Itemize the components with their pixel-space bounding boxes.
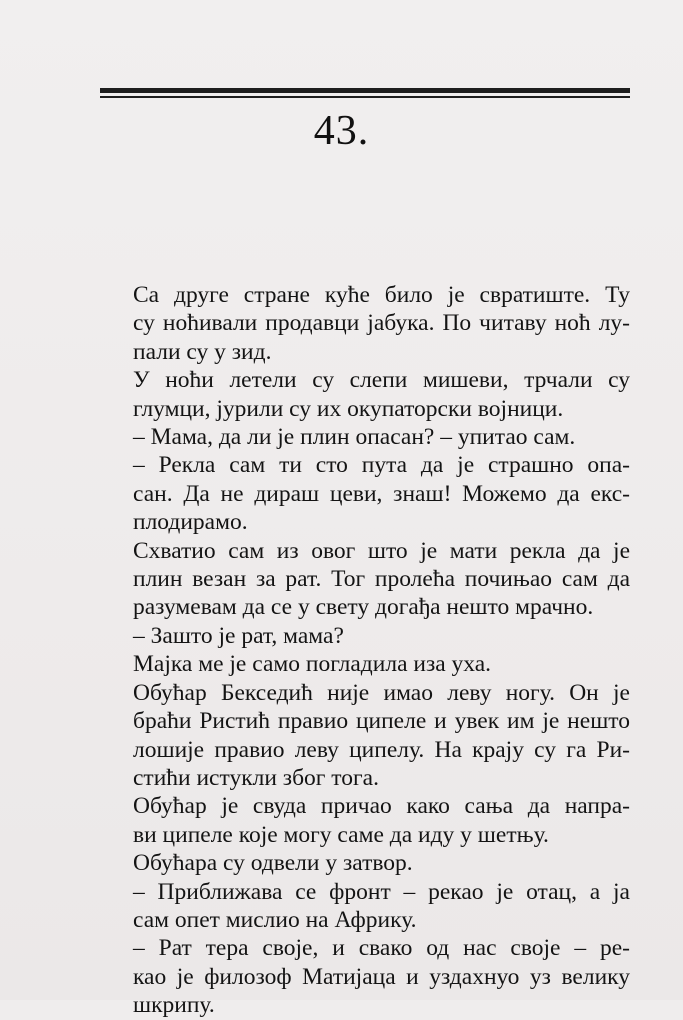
- paragraph: [133, 622, 630, 650]
- text-line: Обућар је свуда причао како сања да напра-: [133, 793, 630, 820]
- text-line: У ноћи летели су слепи мишеви, трчали су: [133, 367, 630, 394]
- paragraph: [133, 679, 630, 793]
- text-line: пали су у зид.: [133, 338, 272, 365]
- paragraph: [133, 934, 630, 1019]
- text-line: сам опет мислио на Африку.: [133, 906, 417, 933]
- paragraph: [133, 792, 630, 849]
- chapter-body: [133, 281, 630, 1020]
- header-rule-thick: [100, 88, 630, 93]
- text-line: Обућар Бекседић није имао леву ногу. Он је: [133, 679, 630, 706]
- paragraph: [133, 281, 630, 366]
- paragraph: [133, 849, 630, 877]
- text-line: плин везан за рат. Тог пролећа почињао сам да: [133, 566, 630, 593]
- text-line: Мајка ме је само погладила иза уха.: [133, 651, 492, 678]
- text-line: сан. Да не дираш цеви, знаш! Можемо да екс-: [133, 480, 630, 507]
- paragraph: [133, 650, 630, 678]
- text-line: као је филозоф Матијаца и уздахнуо уз велику: [133, 963, 630, 990]
- text-line: стићи истукли због тога.: [133, 764, 379, 791]
- paragraph: [133, 878, 630, 935]
- paragraph: [133, 451, 630, 536]
- text-line: Са друге стране куће било је свратиште. Ту: [133, 282, 630, 308]
- chapter-number: 43.: [313, 108, 370, 154]
- text-line: глумци, јурили су их окупаторски војници.: [133, 395, 564, 422]
- text-line: – Рат тера своје, и свако од нас своје – ре-: [133, 935, 630, 962]
- text-line: – Рекла сам ти сто пута да је страшно опа-: [133, 452, 630, 479]
- paragraph: [133, 366, 630, 423]
- text-line: плодирамо.: [133, 509, 248, 536]
- text-line: браћи Ристић правио ципеле и увек им је нешто: [133, 708, 630, 735]
- text-line: – Зашто је рат, мама?: [133, 622, 344, 649]
- text-line: ви ципеле које могу саме да иду у шетњу.: [133, 821, 549, 848]
- text-line: Обућара су одвели у затвор.: [133, 850, 413, 877]
- text-line: лошије правио леву ципелу. На крају су га Ри-: [133, 736, 630, 763]
- header-rule-thin: [100, 96, 630, 98]
- text-line: – Приближава се фронт – рекао је отац, а ја: [133, 878, 630, 905]
- text-line: разумевам да се у свету догађа нешто мрачно.: [133, 594, 594, 621]
- text-line: Схватио сам из овог што је мати рекла да је: [133, 537, 630, 564]
- text-line: – Мама, да ли је плин опасан? – упитао сам.: [133, 424, 576, 451]
- text-line: су ноћивали продавци јабука. По читаву ноћ лу-: [133, 310, 630, 337]
- paragraph: [133, 537, 630, 622]
- paragraph: [133, 423, 630, 451]
- text-line: шкрипу.: [133, 992, 215, 1019]
